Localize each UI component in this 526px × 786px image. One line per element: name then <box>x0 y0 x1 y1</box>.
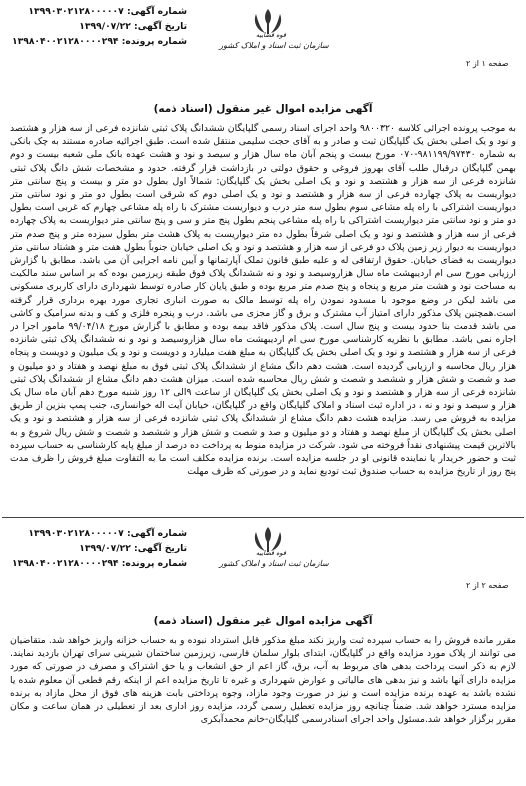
notice-date-label: تاریخ آگهی <box>137 543 188 554</box>
judiciary-label: قوه قضاییه <box>256 31 286 39</box>
notice-number-row: شماره آگهی: ۱۳۹۹۰۳۰۲۱۲۸۰۰۰۰۰۷ <box>28 6 188 17</box>
notice-date-value: ۱۳۹۹/۰۷/۲۲ <box>79 543 131 554</box>
page-divider <box>2 517 524 518</box>
page-number: صفحه ۱ از ۲ <box>466 59 509 68</box>
notice-body: به موجب پرونده اجرائی کلاسه ۹۸۰۰۳۲۰ واحد اجرای اسناد رسمی گلپایگان ششدانگ پلاک ثبتی شانزده فرعی از سه هزار و هشتصد و نود و یک اصلی بخش یک گلپایگان ثبت و صادر و به آقای حجت سلیمی منتقل شده است. طبق اجرائیه صادره مستند به چک بانکی به شماره ۹۸۱۱۹۹/۹۷۴۳۰-۰۷۰ مورخ بیست و پنجم آبان ماه سال هزار و سیصد و نود و هشت عهده بانک ملی شعبه بیست و دوم بهمن گلپایگان درقبال طلب آقای بهروز فروغی و حقوق دولتی در بازداشت قرار گرفته. حدود و مشخصات شش دانگ پلاک ثبتی شانزده فرعی از سه هزار و هشتصد و نود و یک اصلی بخش یک گلپایگان: شمالاً اول بطول دو متر و بیست و پنج سانتی متر دیواریست به پلاک چهارده فرعی از سه هزار و هشتصد و نود و یک اصلی دوم که شرقی است بطول دو متر و نود سانتی متر دیواریست اشتراکی با راه پله مشاعی سوم بطول سه متر درب و دیواریست مشترک با راه پله مشاعی چهارم که غربی است بطول دو متر و نود سانتی متر دیواریست اشتراکی با راه پله مشاعی پنجم بطول پنج متر و سی و پنج سانتی متر دیواریست به پلاک چهارده فرعی از سه هزار و هشتصد و نود و یک اصلی شرقاً بطول ده متر دیواریست به پلاک هشت متر بطول سیزده متر و پنج صدم متر دیواریست به دیوار زیر زمین پلاک دو فرعی از سه هزار و هشتصد و نود و یک اصلی خیابان جنوباً بطول هفت متر و هشتاد سانتی متر دیواریست به فضای خیابان. حقوق ارتفاقی له و علیه طبق قانون تملک آپارتمانها و آیین نامه اجرایی آن می باشد. مطابق با گزارش ارزیابی مورخ سی ام اردیبهشت ماه سال هزاروسیصد و نود و نه ششدانگ پلاک فوق طبقه زیرزمین بوده که بر اساس سند مالکیت به مساحت نود و هشت متر مربع و پنجاه و پنج صدم متر مربع بوده و طبق پایان کار صادره توسط شهرداری دارای کاربری مسکونی می باشد لیکن در وضع موجود با مسدود نمودن راه پله توسط مالک به صورت انباری تجاری مورد بهره برداری قرار گرفته است.همچنین پلاک مذکور دارای امتیاز آب مشترک و برق و گاز مجزی می باشد. درب و پنجره فلزی و کف و بدنه سرامیک و کاشی می باشد قدمت بنا حدود بیست و پنج سال است. پلاک مذکور فاقد بیمه بوده و مطابق با گزارش مورخ ۹۹/۰۴/۱۸ مامور اجرا در اجاره نمی باشد. مطابق با نظریه کارشناسی مورخ سی ام اردیبهشت ماه سال هزاروسیصد و نود و نه ششدانگ پلاک ثبتی شانزده فرعی از سه هزار و هشتصد و نود و یک اصلی بخش یک گلپایگان به مبلغ هفت میلیارد و دویست و نود و یک میلیون و دویست و پنجاه هزار ریال محاسبه و ارزیابی گردیده است. هشت دهم دانگ مشاع از ششدانگ پلاک ثبتی فوق به مبلغ نهصد و هفتاد و دو میلیون و صد و شصت و شش هزار و ششصد و شصت و شش ریال محاسبه شده است. میزان هشت دهم دانگ مشاع از ششدانگ پلاک ثبتی شانزده فرعی از سه هزار و هشتصد و نود و یک اصلی بخش یک گلپایگان از ساعت ۹الی ۱۲ روز شنبه مورخ دهم آبان ماه سال یک هزار و سیصد و نود و نه ، در اداره ثبت اسناد و املاک گلپایگان واقع در گلپایگان، خیابان آیت اله خوانساری، جنب پمپ بنزین از طریق مزایده به فروش می رسد. مزایده هشت دهم دانگ مشاع از ششدانگ پلاک ثبتی شانزده فرعی از سه هزار و هشتصد و نود و یک اصلی بخش یک گلپایگان از مبلغ نهصد و هفتاد و دو میلیون و صد و شصت و شش هزار و ششصد و شصت و شش ریال شروع و به بالاترین قیمت پیشنهادی نقداً فروخته می شود. شرکت در مزایده منوط به پرداخت ده درصد از مبلغ پایه کارشناسی به حساب سپرده ثبت و حضور خریدار یا نماینده قانونی او در جلسه مزایده است. برنده مزایده مکلف است ما به التفاوت مبلغ فروش را ظرف مدت پنج روز از تاریخ مزایده به حساب صندوق ثبت تودیع نماید و در صورتی که ظرف مهلت <box>10 123 516 478</box>
notice-page-2 <box>0 519 526 786</box>
notice-body: مقرر مانده فروش را به حساب سپرده ثبت واریز نکند مبلغ مذکور قابل استرداد نبوده و به حساب خزانه واریز خواهد شد. متقاضیان می توانند از پلاک مورد مزایده واقع در گلپایگان، ابتدای بلوار سلمان فارسی، زیرزمین ساختمان شیرینی سرای تهران بازدید نمایند. لازم به ذکر است پرداخت بدهی های مربوط به آب، برق، گاز اعم از حق انشعاب و یا حق اشتراک و مصرف در صورتی که مورد مزایده دارای آنها باشد و نیز بدهی های مالیاتی و عوارض شهرداری و غیره تا تاریخ مزایده اعم از اینکه رقم قطعی آن معلوم شده یا نشده باشد به عهده برنده مزایده است و نیز در صورت وجود مازاد، وجوه پرداختی بابت هزینه های فوق از محل مازاد به برنده مزایده مسترد خواهد شد. ضمناً چنانچه روز مزایده تعطیل رسمی گردد، مزایده روز اداری بعد از تعطیلی در همان ساعت و مکان مقرر برگزار خواهد شد.مسئول واحد اجرای اسنادرسمی گلپایگان-خانم محمدآبکری <box>10 635 516 726</box>
notice-title: آگهی مزایده اموال غیر منقول (اسناد ذمه) <box>153 103 373 115</box>
notice-date-label: تاریخ آگهی <box>137 21 188 32</box>
page-number: صفحه ۲ از ۲ <box>466 581 509 590</box>
judiciary-emblem-icon <box>247 524 289 564</box>
judiciary-label: قوه قضاییه <box>256 549 286 557</box>
file-number-row: شماره پرونده: ۱۳۹۸۰۴۰۰۲۱۲۸۰۰۰۰۲۹۴ <box>12 36 188 47</box>
notice-meta <box>12 526 187 571</box>
file-number-row: شماره پرونده: ۱۳۹۸۰۴۰۰۲۱۲۸۰۰۰۰۲۹۴ <box>12 558 188 569</box>
file-number-value: ۱۳۹۸۰۴۰۰۲۱۲۸۰۰۰۰۲۹۴ <box>12 558 119 569</box>
notice-number-value: ۱۳۹۹۰۳۰۲۱۲۸۰۰۰۰۰۷ <box>28 528 124 539</box>
notice-title: آگهی مزایده اموال غیر منقول (اسناد ذمه) <box>153 615 373 627</box>
notice-number-label: شماره آگهی <box>130 6 188 17</box>
notice-date-value: ۱۳۹۹/۰۷/۲۲ <box>79 21 131 32</box>
file-number-label: شماره پرونده <box>125 558 188 569</box>
notice-number-value: ۱۳۹۹۰۳۰۲۱۲۸۰۰۰۰۰۷ <box>28 6 124 17</box>
file-number-label: شماره پرونده <box>125 36 188 47</box>
judiciary-emblem-icon <box>247 6 289 46</box>
notice-meta <box>12 4 187 49</box>
organization-name: سازمان ثبت اسناد و املاک کشور <box>219 559 329 568</box>
notice-date-row: تاریخ آگهی: ۱۳۹۹/۰۷/۲۲ <box>79 543 188 554</box>
notice-number-label: شماره آگهی <box>130 528 188 539</box>
notice-number-row: شماره آگهی: ۱۳۹۹۰۳۰۲۱۲۸۰۰۰۰۰۷ <box>28 528 188 539</box>
notice-date-row: تاریخ آگهی: ۱۳۹۹/۰۷/۲۲ <box>79 21 188 32</box>
file-number-value: ۱۳۹۸۰۴۰۰۲۱۲۸۰۰۰۰۲۹۴ <box>12 36 119 47</box>
organization-name: سازمان ثبت اسناد و املاک کشور <box>219 41 329 50</box>
